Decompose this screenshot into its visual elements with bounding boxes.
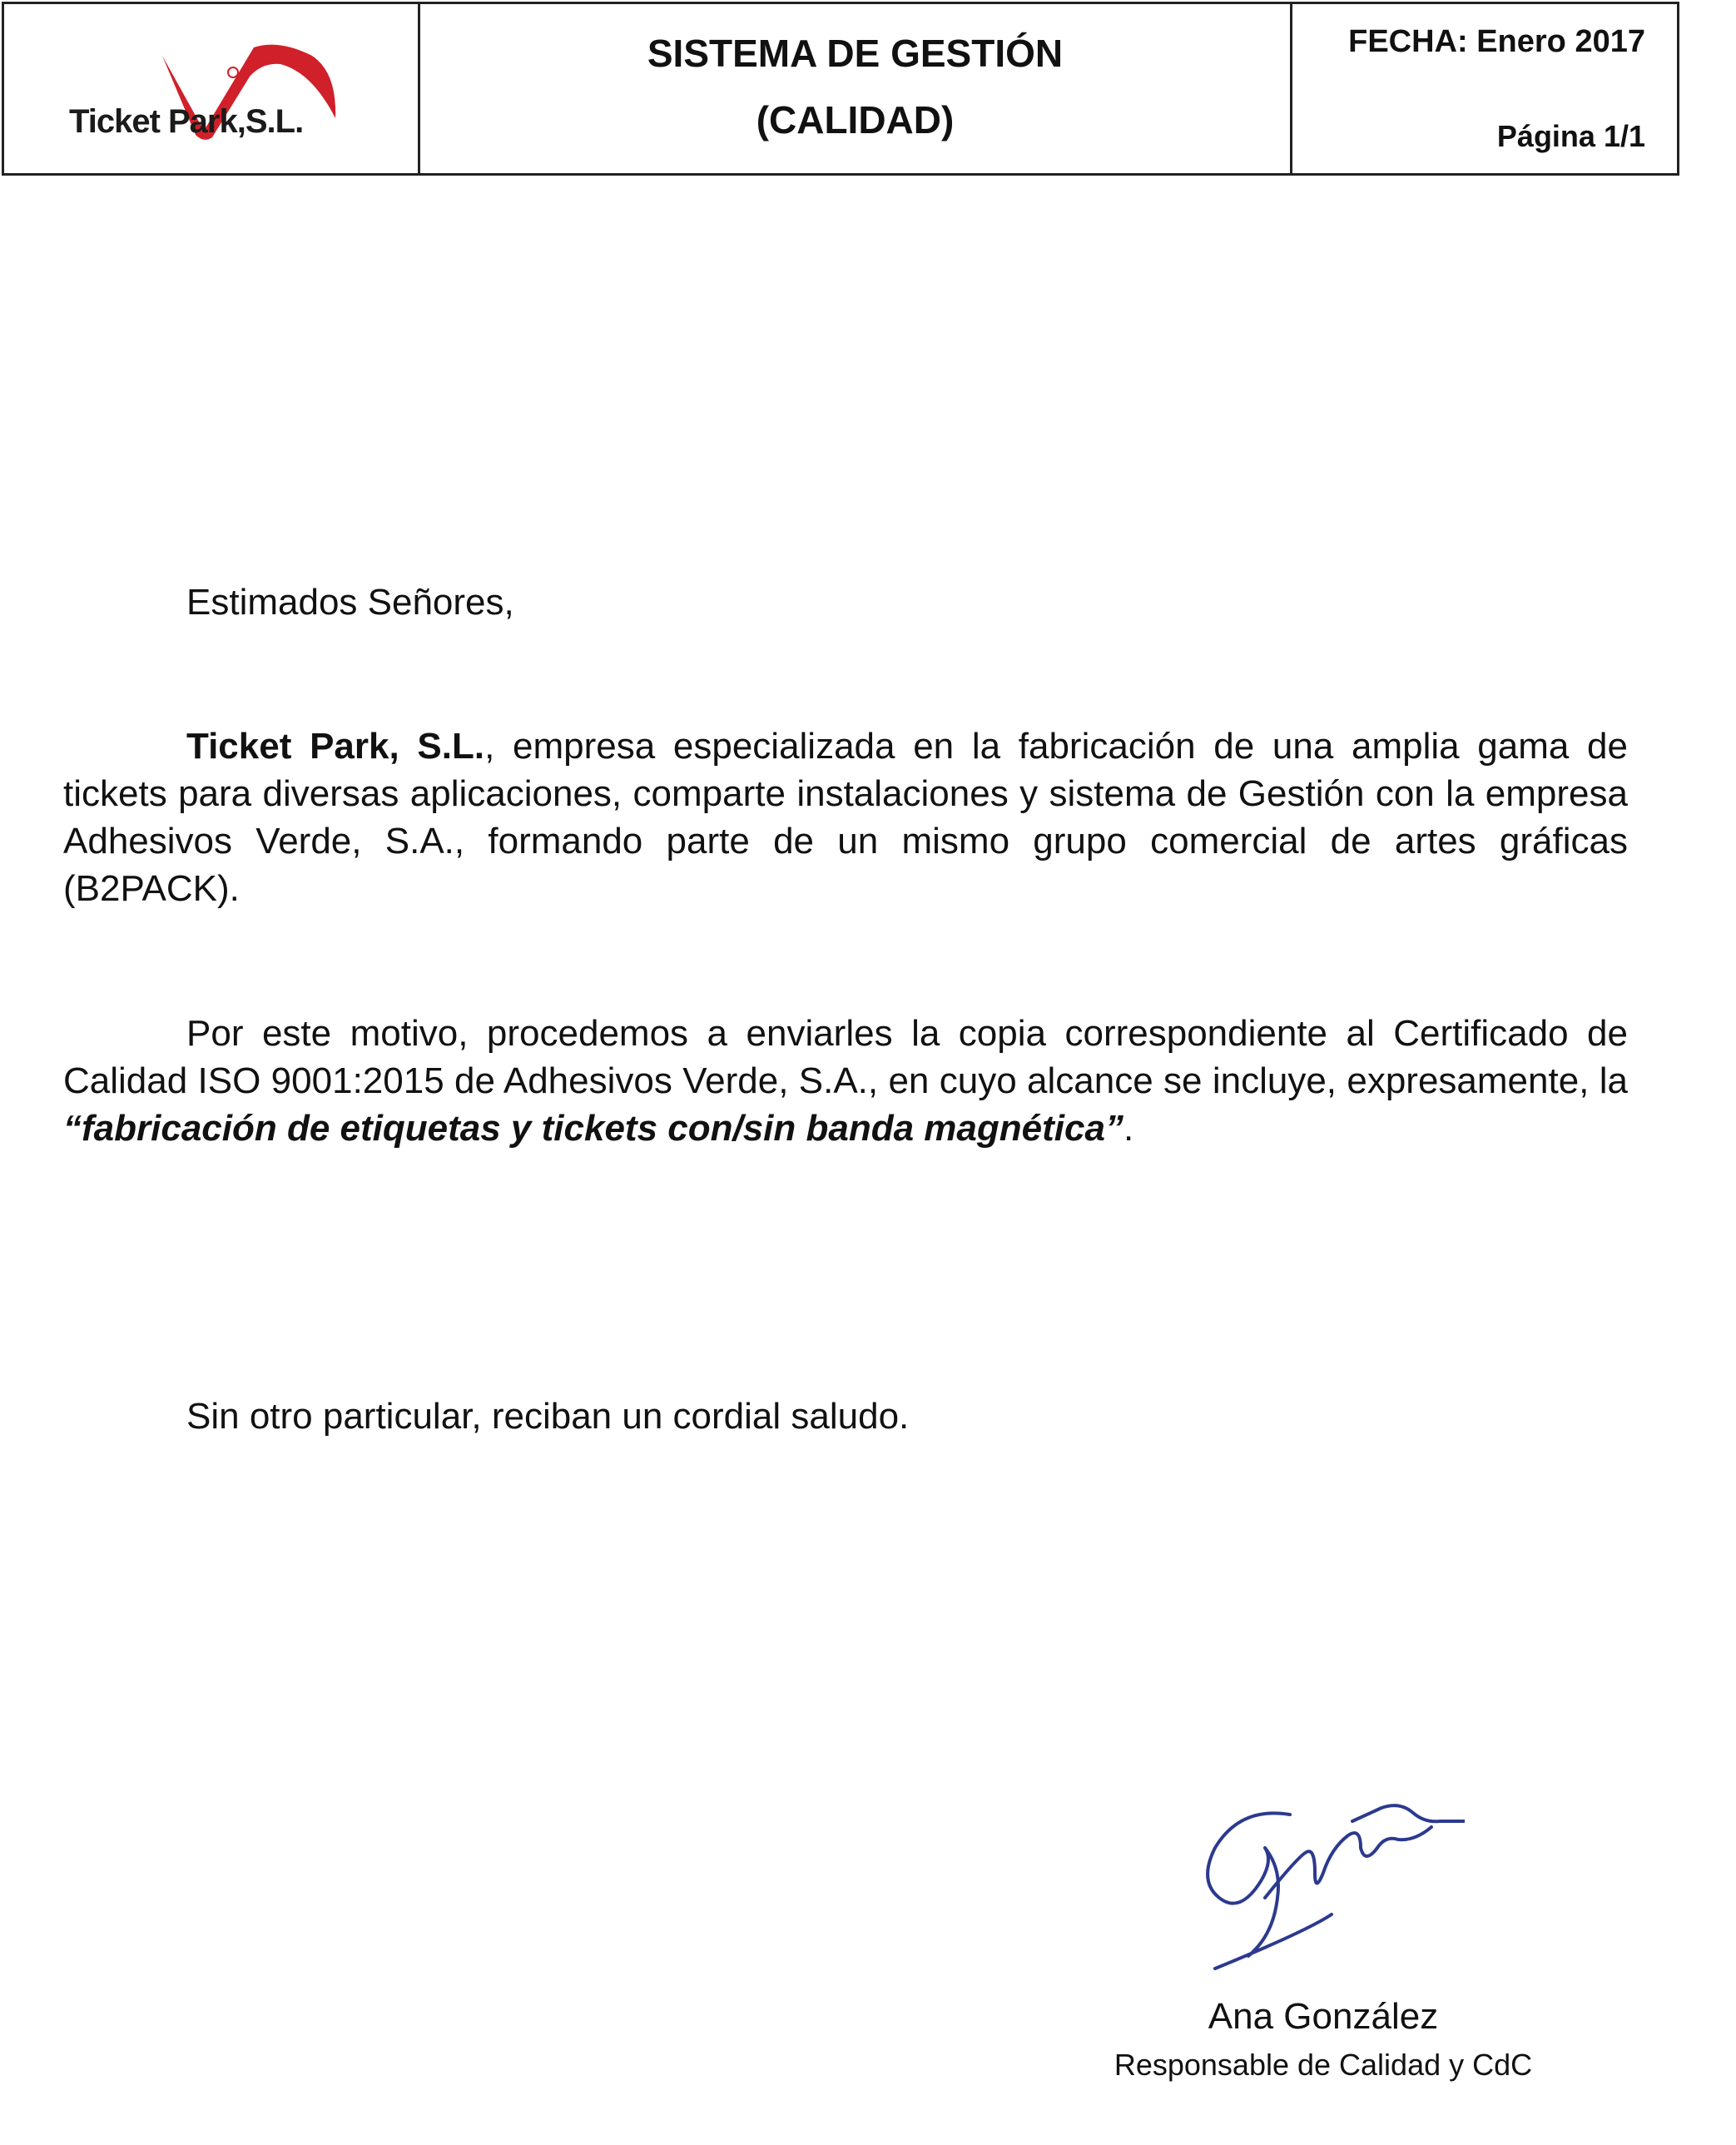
signatory-role: Responsable de Calidad y CdC [1114,2048,1533,2082]
logo-cell [4,4,420,173]
letter-closing: Sin otro particular, reciban un cordial saludo. [186,1396,910,1437]
certificate-scope: “fabricación de etiquetas y tickets con/sin banda magnética” [63,1108,1123,1149]
document-date: FECHA: Enero 2017 [1348,24,1645,59]
company-logo [62,39,362,147]
company-name: Ticket Park, S.L. [186,726,485,767]
meta-cell [1292,4,1677,173]
paragraph-company [63,722,1628,912]
paragraph-certificate [63,1010,1628,1152]
title-cell [420,4,1292,173]
letter-greeting: Estimados Señores, [186,582,514,623]
handwritten-signature [1182,1790,1465,1973]
paragraph-certificate-end: . [1123,1108,1134,1149]
paragraph-company-text: , empresa especializada en la fabricación de una amplia gama de tickets para diversas aplicaciones, comparte instalaciones y sistema de Gestión con la empresa Adhesivos Verde, S.A., formando parte de un mismo grupo comercial de artes gráficas (B2PACK). [63,726,1628,909]
logo-wordmark: Ticket Park,S.L. [69,103,304,140]
signatory-name: Ana González [1208,1996,1439,2037]
paragraph-certificate-text: Por este motivo, procedemos a enviarles la copia correspondiente al Certificado de Calidad ISO 9001:2015 de Adhesivos Verde, S.A., en cuyo alcance se incluye, expresamente, la [63,1013,1628,1101]
header-title: SISTEMA DE GESTIÓN [647,32,1064,75]
header-subtitle: (CALIDAD) [756,98,955,142]
page-number: Página 1/1 [1496,119,1645,153]
document-header [2,2,1679,176]
